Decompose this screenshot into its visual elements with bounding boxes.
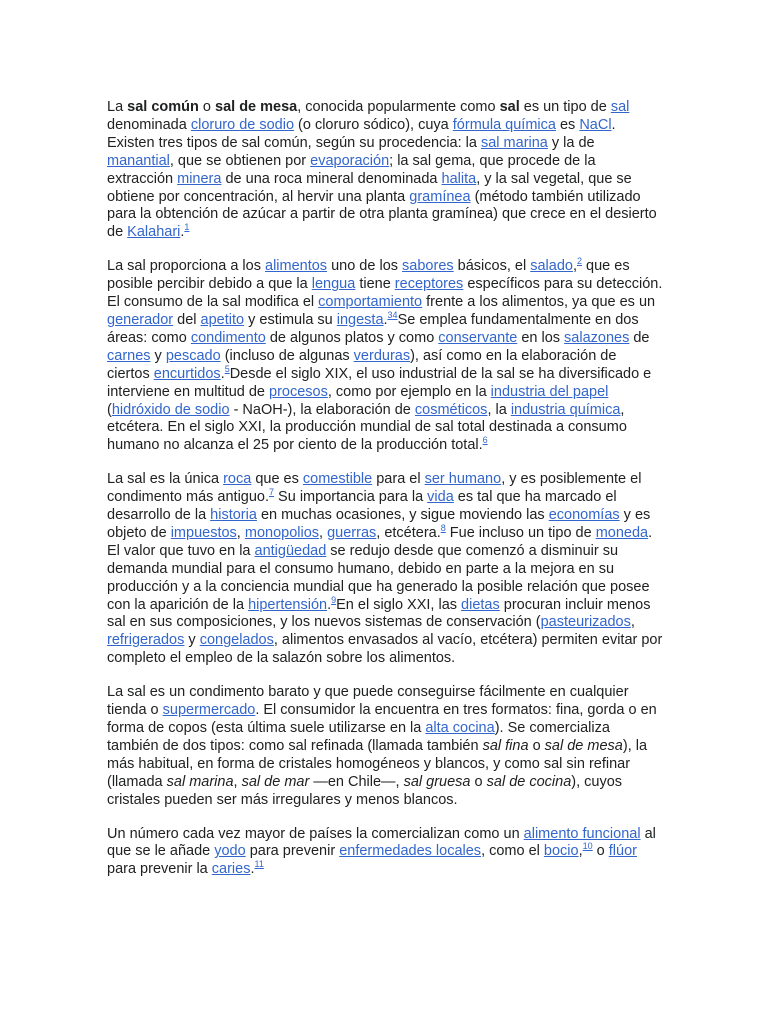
body-text: La sal proporciona a los <box>107 258 265 275</box>
italic-term: sal de cocina <box>486 773 572 790</box>
article-link[interactable]: NaCl <box>579 116 612 133</box>
body-text: , y la sal vegetal, que se obtiene por concentración, al hervir una planta <box>107 170 632 205</box>
article-link[interactable]: pescado <box>165 347 221 364</box>
body-text: Su importancia para la <box>274 489 428 506</box>
body-text: para prevenir la <box>107 861 212 878</box>
article-link[interactable]: economías <box>548 507 620 524</box>
article-link[interactable]: dietas <box>461 596 500 613</box>
article-link[interactable]: receptores <box>394 276 464 293</box>
article-link[interactable]: hidróxido de sodio <box>111 401 230 418</box>
body-text: , <box>578 843 583 860</box>
article-link[interactable]: generador <box>107 311 174 328</box>
article-link[interactable]: alta cocina <box>425 720 495 736</box>
article-link[interactable]: minera <box>177 170 222 187</box>
body-text: ( <box>107 401 112 418</box>
italic-term: sal de mesa <box>544 737 623 754</box>
body-text: . <box>180 224 185 241</box>
body-text: . <box>220 365 225 382</box>
body-text: del <box>173 311 201 328</box>
body-text: , como el <box>481 843 544 860</box>
body-text: y es objeto de <box>107 507 651 541</box>
body-text: . El valor que tuvo en la <box>107 524 653 559</box>
citation <box>255 859 264 869</box>
italic-term: sal de mar <box>241 773 310 790</box>
article-link[interactable]: gramínea <box>409 188 471 205</box>
body-text: (o cloruro sódico), cuya <box>294 116 453 133</box>
body-text: frente a los alimentos, ya que es un <box>422 294 656 311</box>
article-link[interactable]: guerras <box>327 524 377 541</box>
article-link[interactable]: historia <box>210 507 257 524</box>
body-text: o <box>592 843 609 860</box>
article-link[interactable]: cloruro de sodio <box>190 116 295 133</box>
article-link[interactable]: evaporación <box>310 152 390 169</box>
article-link[interactable]: alimento funcional <box>523 825 641 842</box>
body-text: , como por ejemplo en la <box>327 383 491 400</box>
article-link[interactable]: salazones <box>564 329 630 346</box>
bold-term: sal <box>499 99 520 115</box>
article-link[interactable]: enfermedades locales <box>339 843 482 860</box>
article-link[interactable]: manantial <box>107 152 170 169</box>
citation <box>388 310 398 320</box>
body-text: , etcétera. En el siglo XXI, la producción mundial de sal total destinada a consumo humano no alcanza el 25 por ciento de la producción total. <box>107 401 627 454</box>
citation-link[interactable]: 2 <box>576 256 582 267</box>
article-link[interactable]: alimentos <box>265 258 328 275</box>
article-link[interactable]: ser humano <box>424 471 502 488</box>
article-link[interactable]: apetito <box>200 311 245 328</box>
article-link[interactable]: roca <box>223 471 252 488</box>
body-text: denominada <box>107 116 191 133</box>
body-text: Se emplea fundamentalmente en dos áreas: como <box>107 311 639 346</box>
body-text: (incluso de algunas <box>220 347 354 364</box>
body-text: para prevenir <box>245 843 340 860</box>
body-text: , <box>572 258 577 275</box>
body-text: al que se le añade <box>107 825 656 860</box>
body-text: , etcétera. <box>376 524 441 541</box>
article-link[interactable]: industria química <box>510 401 621 418</box>
article-link[interactable]: impuestos <box>170 524 237 541</box>
body-text: específicos para su detección. El consumo de la sal modifica el <box>107 276 663 311</box>
article-link[interactable]: pasteurizados <box>540 614 631 631</box>
article-link[interactable]: fórmula química <box>452 116 556 133</box>
body-text: La sal es la única <box>107 471 224 488</box>
body-text: , alimentos envasados al vacío, etcétera) permiten evitar por completo el empleo de la salazón sobre los alimentos. <box>107 632 663 667</box>
article-link[interactable]: yodo <box>214 843 246 860</box>
body-text: es tal que ha marcado el desarrollo de la <box>107 489 617 524</box>
article-link[interactable]: supermercado <box>162 702 256 719</box>
body-text: (método también utilizado para la obtención de azúcar a partir de otra planta gramínea) que crece en el desierto de <box>107 188 657 241</box>
article-link[interactable]: caries <box>211 861 251 878</box>
body-text: o <box>470 773 487 790</box>
body-text: , la <box>487 401 511 418</box>
body-text: que es <box>251 471 303 488</box>
article-link[interactable]: salado <box>530 258 573 275</box>
body-text: Fue incluso un tipo de <box>445 524 596 541</box>
article-link[interactable]: vida <box>427 489 454 506</box>
body-text: uno de los <box>327 258 403 275</box>
body-text: . El consumidor la encuentra en tres formatos: fina, gorda o en forma de copos (esta última suele utilizarse en la <box>107 702 657 736</box>
body-text: en los <box>517 329 565 346</box>
citation <box>483 435 488 445</box>
article-link[interactable]: cosméticos <box>414 401 488 418</box>
body-text: , que se obtienen por <box>169 152 311 169</box>
body-text: para el <box>372 471 425 488</box>
body-text: La sal es un condimento barato y que puede conseguirse fácilmente en cualquier tienda o <box>107 684 629 719</box>
article-body <box>107 99 663 895</box>
article-link[interactable]: hipertensión <box>248 596 328 613</box>
article-link[interactable]: halita <box>441 170 477 187</box>
article-link[interactable]: encurtidos <box>153 365 221 382</box>
body-text: ), cuyos cristales pueden ser más irregulares y menos blancos. <box>107 773 623 808</box>
body-text: básicos, el <box>453 258 531 275</box>
article-link[interactable]: refrigerados <box>107 632 185 649</box>
article-link[interactable]: procesos <box>269 383 328 400</box>
body-text: es un tipo de <box>519 99 611 115</box>
body-text: ), la más habitual, en forma de cristales homogéneos y blancos, y como sal sin refinar (llamada <box>107 737 648 790</box>
body-text: —en Chile—, <box>309 773 404 790</box>
body-text: . Existen tres tipos de sal común, según su procedencia: la <box>107 116 616 151</box>
body-text: , <box>236 524 245 541</box>
article-link[interactable]: comestible <box>302 471 373 488</box>
citation-link[interactable]: 10 <box>582 841 593 852</box>
body-text: se redujo desde que comenzó a disminuir su demanda mundial para el consumo humano, debido en parte a la mejora en su producción y a la conciencia mundial que ha generado la posible relación que posee con la aparición de la <box>107 542 650 613</box>
article-link[interactable]: lengua <box>311 276 356 293</box>
body-text: de <box>629 329 650 346</box>
article-link[interactable]: ingesta <box>336 311 384 328</box>
body-text: Un número cada vez mayor de países la comercializan como un <box>107 825 524 842</box>
citation-link[interactable]: 34 <box>387 309 398 320</box>
bold-term: sal común <box>127 99 199 115</box>
body-text: , <box>319 524 328 541</box>
paragraph-3 <box>107 471 663 668</box>
article-link[interactable]: carnes <box>107 347 151 364</box>
body-text: , conocida popularmente como <box>297 99 500 115</box>
article-link[interactable]: congelados <box>199 632 274 649</box>
paragraph-4 <box>107 684 663 809</box>
body-text: y estimula su <box>244 311 337 328</box>
italic-term: sal marina <box>166 773 234 790</box>
citation-link[interactable]: 5 <box>224 363 230 374</box>
italic-term: sal fina <box>482 737 529 754</box>
bold-term: sal de mesa <box>215 99 298 115</box>
body-text: tiene <box>355 276 395 293</box>
article-link[interactable]: flúor <box>608 843 637 860</box>
body-text: ). Se comercializa también de dos tipos: como sal refinada (llamada también <box>107 720 610 754</box>
paragraph-5 <box>107 826 663 880</box>
article-link[interactable]: sabores <box>402 258 454 275</box>
body-text: ), así como en la elaboración de ciertos <box>107 347 617 382</box>
body-text: y <box>184 632 200 649</box>
citation-link[interactable]: 9 <box>331 594 337 605</box>
citation <box>583 841 593 851</box>
body-text: es <box>555 116 580 133</box>
body-text: , <box>630 614 635 631</box>
body-text: , y es posiblemente el condimento más antiguo. <box>107 471 642 506</box>
article-link[interactable]: Kalahari <box>127 224 181 241</box>
article-link[interactable]: bocio <box>543 843 579 860</box>
citation-link[interactable]: 1 <box>184 222 190 233</box>
body-text: de una roca mineral denominada <box>221 170 442 187</box>
body-text: de algunos platos y como <box>265 329 439 346</box>
article-link[interactable]: conservante <box>438 329 518 346</box>
article-link[interactable]: comportamiento <box>318 294 423 311</box>
citation-link[interactable]: 7 <box>269 487 275 498</box>
body-text: y <box>150 347 166 364</box>
citation-link[interactable]: 8 <box>440 522 446 533</box>
paragraph-2 <box>107 258 663 455</box>
citation <box>184 222 189 232</box>
body-text: que es posible percibir debido a que la <box>107 258 630 293</box>
italic-term: sal gruesa <box>403 773 471 790</box>
paragraph-1 <box>107 99 663 242</box>
body-text: . <box>250 861 255 878</box>
article-link[interactable]: industria del papel <box>490 383 609 400</box>
body-text: La <box>107 99 128 115</box>
article-link[interactable]: monopolios <box>244 524 320 541</box>
body-text: Desde el siglo XIX, el uso industrial de la sal se ha diversificado e interviene en multitud de <box>107 365 652 400</box>
body-text: en muchas ocasiones, y sigue moviendo las <box>256 507 549 524</box>
body-text: . <box>383 311 388 328</box>
citation-link[interactable]: 11 <box>254 859 264 870</box>
body-text: o <box>198 99 216 115</box>
article-link[interactable]: verduras <box>353 347 411 364</box>
body-text: - NaOH-), la elaboración de <box>229 401 415 418</box>
article-link[interactable]: moneda <box>595 524 649 541</box>
body-text: . <box>327 596 332 613</box>
body-text: ; la sal gema, que procede de la extracción <box>107 152 596 187</box>
body-text: En el siglo XXI, las <box>336 596 462 613</box>
article-link[interactable]: sal marina <box>480 134 548 151</box>
body-text: y la de <box>547 134 595 151</box>
article-link[interactable]: sal <box>610 99 630 115</box>
body-text: , <box>233 773 242 790</box>
article-link[interactable]: condimento <box>190 329 266 346</box>
body-text: o <box>528 737 545 754</box>
citation-link[interactable]: 6 <box>482 435 488 446</box>
body-text: procuran incluir menos sal en sus composiciones, y los nuevos sistemas de conservación ( <box>107 596 651 631</box>
article-link[interactable]: antigüedad <box>254 542 327 559</box>
